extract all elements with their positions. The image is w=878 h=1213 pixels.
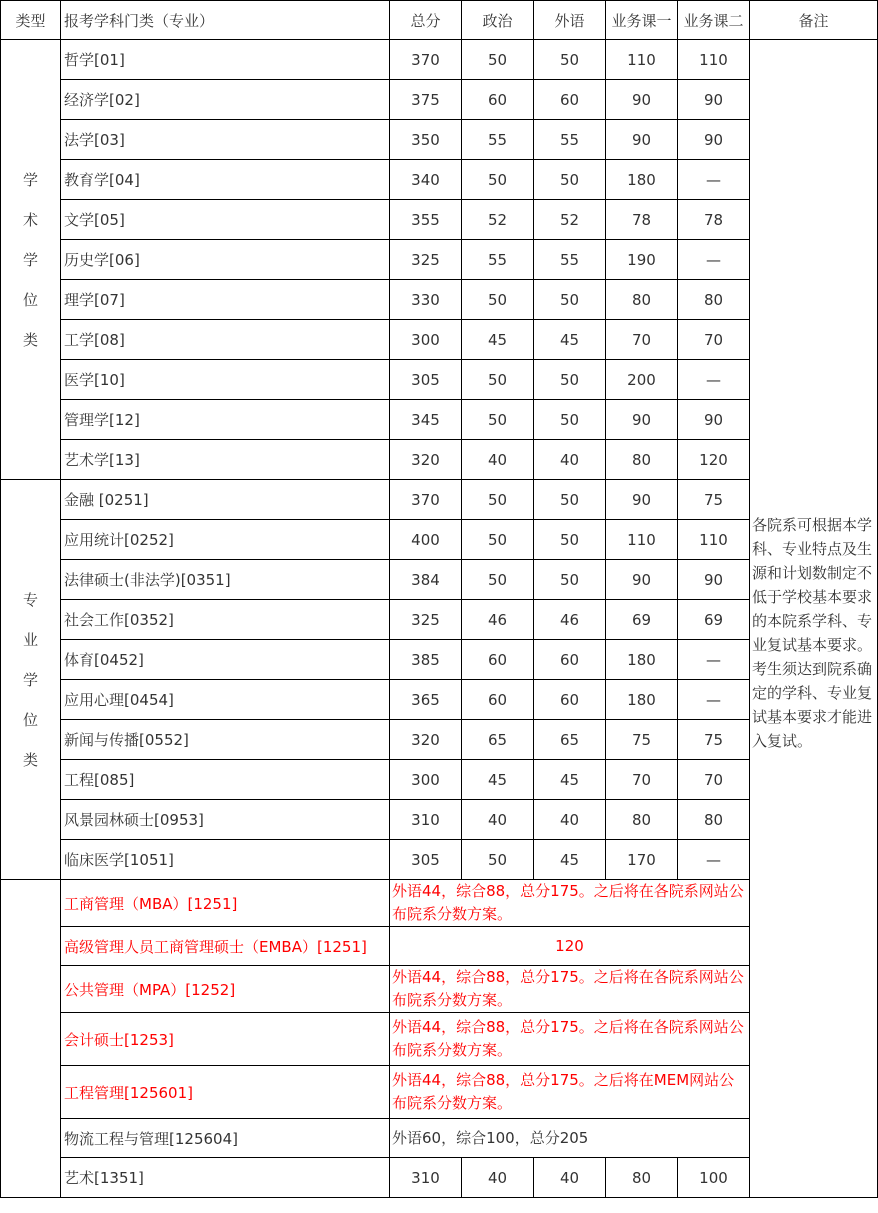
course2-cell: 90: [678, 400, 750, 440]
total-cell: 300: [390, 760, 462, 800]
subject-name: 物流工程与管理[125604]: [61, 1119, 390, 1158]
subject-name: 文学[05]: [61, 200, 390, 240]
course1-cell: 80: [606, 280, 678, 320]
total-cell: 305: [390, 840, 462, 880]
category-blank: [1, 880, 61, 1198]
table-row: [1, 927, 878, 966]
table-row: [1, 80, 878, 120]
total-cell: 325: [390, 240, 462, 280]
course1-cell: 200: [606, 360, 678, 400]
header-politics: 政治: [462, 1, 534, 40]
subject-name: 历史学[06]: [61, 240, 390, 280]
course1-cell: 90: [606, 480, 678, 520]
table-row: [1, 1119, 878, 1158]
subject-name: 金融 [0251]: [61, 480, 390, 520]
foreign-cell: 40: [534, 800, 606, 840]
total-cell: 310: [390, 1158, 462, 1198]
foreign-cell: 55: [534, 240, 606, 280]
subject-name: 临床医学[1051]: [61, 840, 390, 880]
subject-name: 管理学[12]: [61, 400, 390, 440]
total-cell: 300: [390, 320, 462, 360]
course1-cell: 80: [606, 1158, 678, 1198]
course2-cell: —: [678, 640, 750, 680]
foreign-cell: 50: [534, 560, 606, 600]
course1-cell: 90: [606, 80, 678, 120]
course1-cell: 180: [606, 160, 678, 200]
subject-name: 法律硕士(非法学)[0351]: [61, 560, 390, 600]
category-char: 术: [22, 210, 38, 229]
course1-cell: 70: [606, 320, 678, 360]
foreign-cell: 52: [534, 200, 606, 240]
politics-cell: 50: [462, 360, 534, 400]
foreign-cell: 50: [534, 400, 606, 440]
course2-cell: 78: [678, 200, 750, 240]
table-row: [1, 440, 878, 480]
total-cell: 355: [390, 200, 462, 240]
category-char: 类: [22, 750, 38, 769]
total-cell: 320: [390, 440, 462, 480]
table-row: [1, 160, 878, 200]
subject-name: 理学[07]: [61, 280, 390, 320]
foreign-cell: 50: [534, 40, 606, 80]
total-cell: 310: [390, 800, 462, 840]
table-row: [1, 800, 878, 840]
course1-cell: 75: [606, 720, 678, 760]
course2-cell: 100: [678, 1158, 750, 1198]
politics-cell: 45: [462, 760, 534, 800]
foreign-cell: 45: [534, 760, 606, 800]
course2-cell: —: [678, 160, 750, 200]
course2-cell: 75: [678, 720, 750, 760]
merged-requirement: 120: [390, 927, 750, 966]
subject-name: 艺术学[13]: [61, 440, 390, 480]
subject-name: 经济学[02]: [61, 80, 390, 120]
category-char: 业: [22, 630, 38, 649]
course2-cell: 69: [678, 600, 750, 640]
total-cell: 340: [390, 160, 462, 200]
foreign-cell: 46: [534, 600, 606, 640]
merged-requirement: 外语60，综合100，总分205: [390, 1119, 750, 1158]
subject-name: 应用心理[0454]: [61, 680, 390, 720]
course1-cell: 190: [606, 240, 678, 280]
politics-cell: 50: [462, 280, 534, 320]
table-row: [1, 120, 878, 160]
total-cell: 375: [390, 80, 462, 120]
total-cell: 370: [390, 480, 462, 520]
course2-cell: —: [678, 240, 750, 280]
total-cell: 345: [390, 400, 462, 440]
total-cell: 400: [390, 520, 462, 560]
course2-cell: 75: [678, 480, 750, 520]
table-row: [1, 400, 878, 440]
course1-cell: 90: [606, 120, 678, 160]
note-cell: [750, 40, 878, 1198]
foreign-cell: 50: [534, 480, 606, 520]
foreign-cell: 45: [534, 320, 606, 360]
foreign-cell: 60: [534, 680, 606, 720]
subject-name: 工程管理[125601]: [61, 1066, 390, 1119]
subject-name: 工商管理（MBA）[1251]: [61, 880, 390, 927]
course1-cell: 69: [606, 600, 678, 640]
merged-requirement: 外语44，综合88，总分175。之后将在MEM网站公布院系分数方案。: [390, 1066, 750, 1119]
table-row: [1, 520, 878, 560]
politics-cell: 46: [462, 600, 534, 640]
table-row: [1, 360, 878, 400]
course1-cell: 180: [606, 640, 678, 680]
table-row: [1, 720, 878, 760]
header-total: 总分: [390, 1, 462, 40]
subject-name: 公共管理（MPA）[1252]: [61, 966, 390, 1013]
header-subject: 报考学科门类（专业）: [61, 1, 390, 40]
category-char: 位: [22, 710, 38, 729]
course1-cell: 80: [606, 800, 678, 840]
foreign-cell: 60: [534, 80, 606, 120]
politics-cell: 55: [462, 240, 534, 280]
course2-cell: 110: [678, 40, 750, 80]
header-type: 类型: [1, 1, 61, 40]
course2-cell: 90: [678, 560, 750, 600]
header-course1: 业务课一: [606, 1, 678, 40]
subject-name: 工程[085]: [61, 760, 390, 800]
politics-cell: 60: [462, 680, 534, 720]
subject-name: 社会工作[0352]: [61, 600, 390, 640]
merged-requirement: 外语44，综合88，总分175。之后将在各院系网站公布院系分数方案。: [390, 880, 750, 927]
subject-name: 医学[10]: [61, 360, 390, 400]
table-row: [1, 966, 878, 1013]
course1-cell: 110: [606, 520, 678, 560]
merged-requirement: 外语44，综合88，总分175。之后将在各院系网站公布院系分数方案。: [390, 966, 750, 1013]
subject-name: 教育学[04]: [61, 160, 390, 200]
header-course2: 业务课二: [678, 1, 750, 40]
course2-cell: 70: [678, 760, 750, 800]
header-note: 备注: [750, 1, 878, 40]
subject-name: 体育[0452]: [61, 640, 390, 680]
foreign-cell: 65: [534, 720, 606, 760]
politics-cell: 50: [462, 40, 534, 80]
note-text: 各院系可根据本学科、专业特点及生源和计划数制定不低于学校基本要求的本院系学科、专业复试基本要求。考生须达到院系确定的学科、专业复试基本要求才能进入复试。: [752, 515, 873, 750]
course1-cell: 78: [606, 200, 678, 240]
foreign-cell: 50: [534, 280, 606, 320]
header-row: [1, 1, 878, 40]
table-row: [1, 760, 878, 800]
total-cell: 330: [390, 280, 462, 320]
course2-cell: 90: [678, 120, 750, 160]
subject-name: 高级管理人员工商管理硕士（EMBA）[1251]: [61, 927, 390, 966]
politics-cell: 55: [462, 120, 534, 160]
subject-name: 工学[08]: [61, 320, 390, 360]
table-row: [1, 600, 878, 640]
subject-name: 艺术[1351]: [61, 1158, 390, 1198]
foreign-cell: 40: [534, 1158, 606, 1198]
table-row: [1, 480, 878, 520]
category-char: 专: [22, 590, 38, 609]
politics-cell: 65: [462, 720, 534, 760]
subject-name: 新闻与传播[0552]: [61, 720, 390, 760]
foreign-cell: 40: [534, 440, 606, 480]
course1-cell: 80: [606, 440, 678, 480]
total-cell: 325: [390, 600, 462, 640]
table-row: [1, 1066, 878, 1119]
merged-requirement: 外语44，综合88，总分175。之后将在各院系网站公布院系分数方案。: [390, 1013, 750, 1066]
course2-cell: 70: [678, 320, 750, 360]
foreign-cell: 55: [534, 120, 606, 160]
course2-cell: —: [678, 680, 750, 720]
foreign-cell: 50: [534, 160, 606, 200]
table-row: [1, 1158, 878, 1198]
politics-cell: 45: [462, 320, 534, 360]
politics-cell: 40: [462, 440, 534, 480]
total-cell: 384: [390, 560, 462, 600]
course1-cell: 110: [606, 40, 678, 80]
category-char: 类: [22, 330, 38, 349]
foreign-cell: 45: [534, 840, 606, 880]
total-cell: 385: [390, 640, 462, 680]
subject-name: 会计硕士[1253]: [61, 1013, 390, 1066]
politics-cell: 50: [462, 480, 534, 520]
politics-cell: 50: [462, 400, 534, 440]
table-row: [1, 640, 878, 680]
category-academic: [1, 40, 61, 480]
politics-cell: 50: [462, 160, 534, 200]
header-foreign: 外语: [534, 1, 606, 40]
course1-cell: 90: [606, 560, 678, 600]
course1-cell: 180: [606, 680, 678, 720]
table-row: [1, 560, 878, 600]
course2-cell: —: [678, 840, 750, 880]
subject-name: 应用统计[0252]: [61, 520, 390, 560]
politics-cell: 50: [462, 840, 534, 880]
politics-cell: 40: [462, 1158, 534, 1198]
course1-cell: 170: [606, 840, 678, 880]
course2-cell: 80: [678, 280, 750, 320]
category-professional: [1, 480, 61, 880]
table-row: [1, 840, 878, 880]
subject-name: 哲学[01]: [61, 40, 390, 80]
table-row: [1, 200, 878, 240]
subject-name: 法学[03]: [61, 120, 390, 160]
table-row: [1, 880, 878, 927]
course2-cell: 80: [678, 800, 750, 840]
course2-cell: 120: [678, 440, 750, 480]
total-cell: 365: [390, 680, 462, 720]
course2-cell: 110: [678, 520, 750, 560]
foreign-cell: 50: [534, 520, 606, 560]
politics-cell: 50: [462, 520, 534, 560]
politics-cell: 60: [462, 640, 534, 680]
total-cell: 305: [390, 360, 462, 400]
politics-cell: 60: [462, 80, 534, 120]
table-row: [1, 680, 878, 720]
total-cell: 370: [390, 40, 462, 80]
course1-cell: 90: [606, 400, 678, 440]
table-row: [1, 1013, 878, 1066]
course2-cell: 90: [678, 80, 750, 120]
politics-cell: 40: [462, 800, 534, 840]
table-row: [1, 320, 878, 360]
table-row: [1, 240, 878, 280]
foreign-cell: 60: [534, 640, 606, 680]
category-char: 位: [22, 290, 38, 309]
category-char: 学: [22, 250, 38, 269]
politics-cell: 50: [462, 560, 534, 600]
foreign-cell: 50: [534, 360, 606, 400]
category-char: 学: [22, 670, 38, 689]
total-cell: 320: [390, 720, 462, 760]
table-row: [1, 40, 878, 80]
course1-cell: 70: [606, 760, 678, 800]
subject-name: 风景园林硕士[0953]: [61, 800, 390, 840]
politics-cell: 52: [462, 200, 534, 240]
total-cell: 350: [390, 120, 462, 160]
course2-cell: —: [678, 360, 750, 400]
category-char: 学: [22, 170, 38, 189]
table-row: [1, 280, 878, 320]
